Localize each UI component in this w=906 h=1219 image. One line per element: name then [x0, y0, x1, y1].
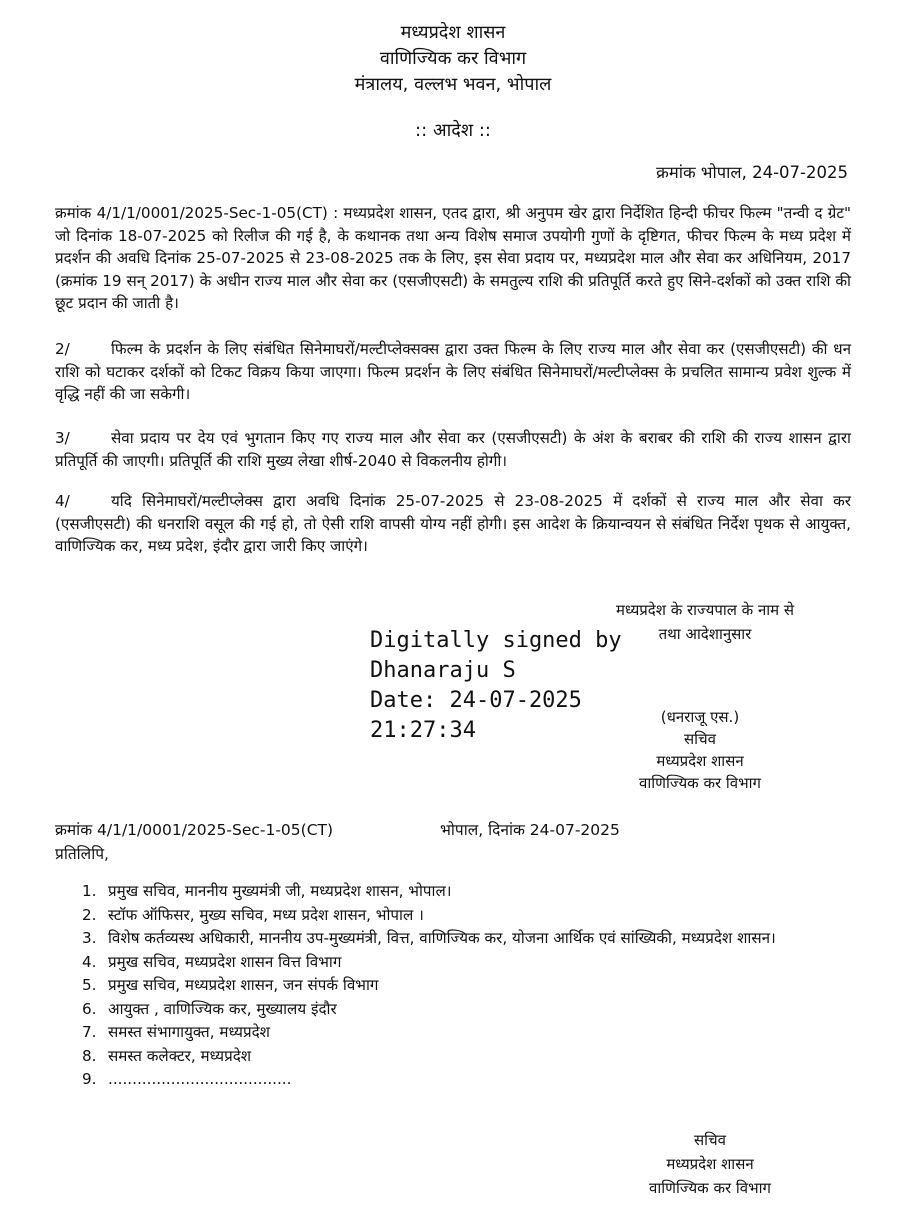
list-item	[82, 880, 822, 904]
paragraph-1: क्रमांक 4/1/1/0001/2025-Sec-1-05(CT) : मध्यप्रदेश शासन, एतद द्वारा, श्री अनुपम खेर द्वारा निर्देशित हिन्दी फीचर फिल्म "तन्वी द ग्रेट" जो दिनांक 18-07-2025 को रिलीज की गई है, के कथानक तथा अन्य विशेष समाज उपयोगी गुणों के दृष्टिगत, फीचर फिल्म के मध्य प्रदेश में प्रदर्शन की अवधि दिनांक 25-07-2025 से 23-08-2025 तक के लिए, इस सेवा प्रदाय पर, मध्यप्रदेश माल और सेवा कर अधिनियम, 2017 (क्रमांक 19 सन् 2017) के अधीन राज्य माल और सेवा कर (एसजीएसटी) के समतुल्य राशि की प्रतिपूर्ति करते हुए सिने-दर्शकों को उक्त राशि की छूट प्रदान की जाती है।	[55, 204, 851, 312]
list-item-text: प्रमुख सचिव, मध्यप्रदेश शासन, जन संपर्क विभाग	[108, 976, 379, 994]
footer-line-2: मध्यप्रदेश शासन	[666, 1155, 754, 1173]
digital-signature-line-1: Digitally signed by	[370, 628, 622, 653]
list-item-text: ......................................	[108, 1070, 292, 1088]
list-item-number: 1.	[82, 882, 97, 900]
list-item-text: स्टॉफ ऑफिसर, मुख्य सचिव, मध्य प्रदेश शासन, भोपाल ।	[108, 905, 424, 924]
list-item-number: 7.	[82, 1023, 97, 1041]
list-item	[82, 951, 822, 975]
list-item-number: 9.	[82, 1070, 97, 1088]
footer-line-1: सचिव	[694, 1131, 726, 1149]
list-item-text: समस्त कलेक्टर, मध्यप्रदेश	[108, 1046, 252, 1065]
list-item	[82, 998, 822, 1022]
list-item-text: आयुक्त , वाणिज्यिक कर, मुख्यालय इंदौर	[108, 999, 337, 1018]
paragraph-2-number: 2/	[55, 340, 70, 358]
letterhead	[0, 20, 906, 98]
header-line-1: मध्यप्रदेश शासन	[400, 22, 506, 43]
paragraph-2	[55, 338, 851, 406]
signer-name: (धनराजू एस.)	[660, 708, 740, 726]
list-item-number: 3.	[82, 929, 97, 947]
copy-label: प्रतिलिपि,	[55, 845, 109, 863]
signer-designation: सचिव	[684, 730, 716, 748]
header-line-3: मंत्रालय, वल्लभ भवन, भोपाल	[354, 74, 552, 95]
order-date: क्रमांक भोपाल, 24-07-2025	[656, 163, 848, 182]
list-item-number: 8.	[82, 1046, 97, 1065]
list-item	[82, 1068, 822, 1092]
list-item	[82, 927, 822, 951]
paragraph-4-number: 4/	[55, 492, 70, 510]
signer-block	[600, 706, 800, 794]
digital-signature	[370, 626, 622, 746]
footer-signature	[620, 1128, 800, 1200]
paragraph-4	[55, 490, 851, 558]
authority-line-2: तथा आदेशानुसार	[658, 625, 752, 643]
list-item	[82, 1021, 822, 1045]
paragraph-3-text: सेवा प्रदाय पर देय एवं भुगतान किए गए राज्य माल और सेवा कर (एसजीएसटी) के अंश के बराबर की राशि की राज्य शासन द्वारा प्रतिपूर्ति की जाएगी। प्रतिपूर्ति की राशि मुख्य लेखा शीर्ष-2040 से विकलनीय होगी।	[55, 429, 851, 470]
list-item-text: समस्त संभागायुक्त, मध्यप्रदेश	[108, 1023, 270, 1041]
list-item-text: विशेष कर्तव्यस्थ अधिकारी, माननीय उप-मुख्यमंत्री, वित्त, वाणिज्यिक कर, योजना आर्थिक एवं सांख्यिकी, मध्यप्रदेश शासन।	[108, 929, 776, 947]
copy-date: भोपाल, दिनांक 24-07-2025	[440, 821, 620, 839]
header-line-2: वाणिज्यिक कर विभाग	[379, 48, 527, 69]
signer-dept-1: मध्यप्रदेश शासन	[656, 752, 744, 770]
list-item-number: 5.	[82, 976, 97, 994]
list-item	[82, 1045, 822, 1069]
copy-list	[82, 880, 822, 1092]
list-item	[82, 904, 822, 928]
digital-signature-line-3: Date: 24-07-2025	[370, 688, 582, 713]
paragraph-3	[55, 427, 851, 472]
digital-signature-line-2: Dhanaraju S	[370, 658, 516, 683]
authority-line-1: मध्यप्रदेश के राज्यपाल के नाम से	[615, 601, 795, 619]
footer-line-3: वाणिज्यिक कर विभाग	[649, 1179, 771, 1197]
list-item-text: प्रमुख सचिव, माननीय मुख्यमंत्री जी, मध्यप्रदेश शासन, भोपाल।	[108, 882, 452, 900]
signer-dept-2: वाणिज्यिक कर विभाग	[639, 774, 761, 792]
list-item-number: 2.	[82, 905, 97, 924]
paragraph-3-number: 3/	[55, 429, 70, 447]
paragraph-4-text: यदि सिनेमाघरों/मल्टीप्लेक्स द्वारा अवधि दिनांक 25-07-2025 से 23-08-2025 में दर्शकों से राज्य माल और सेवा कर (एसजीएसटी) की धनराशि वसूल की गई हो, तो ऐसी राशि वापसी योग्य नहीं होगी। इस आदेश के क्रियान्वयन से संबंधित निर्देश पृथक से आयुक्त, वाणिज्यिक कर, मध्य प्रदेश, इंदौर द्वारा जारी किए जाएंगे।	[55, 492, 851, 555]
list-item-number: 6.	[82, 999, 97, 1018]
order-title: :: आदेश ::	[415, 120, 491, 141]
paragraph-2-text: फिल्म के प्रदर्शन के लिए संबंधित सिनेमाघरों/मल्टीप्लेक्सक्स द्वारा उक्त फिल्म के लिए राज्य माल और सेवा कर (एसजीएसटी) की धन राशि को घटाकर दर्शकों को टिकट विक्रय किया जाएगा। फिल्म प्रदर्शन के लिए संबंधित सिनेमाघरों/मल्टीप्लेक्स के प्रचलित सामान्य प्रवेश शुल्क में वृद्धि नहीं की जा सकेगी।	[55, 340, 851, 403]
copy-reference: क्रमांक 4/1/1/0001/2025-Sec-1-05(CT)	[55, 821, 334, 839]
list-item-text: प्रमुख सचिव, मध्यप्रदेश शासन वित्त विभाग	[108, 952, 342, 971]
list-item	[82, 974, 822, 998]
digital-signature-line-4: 21:27:34	[370, 718, 476, 743]
list-item-number: 4.	[82, 952, 97, 971]
